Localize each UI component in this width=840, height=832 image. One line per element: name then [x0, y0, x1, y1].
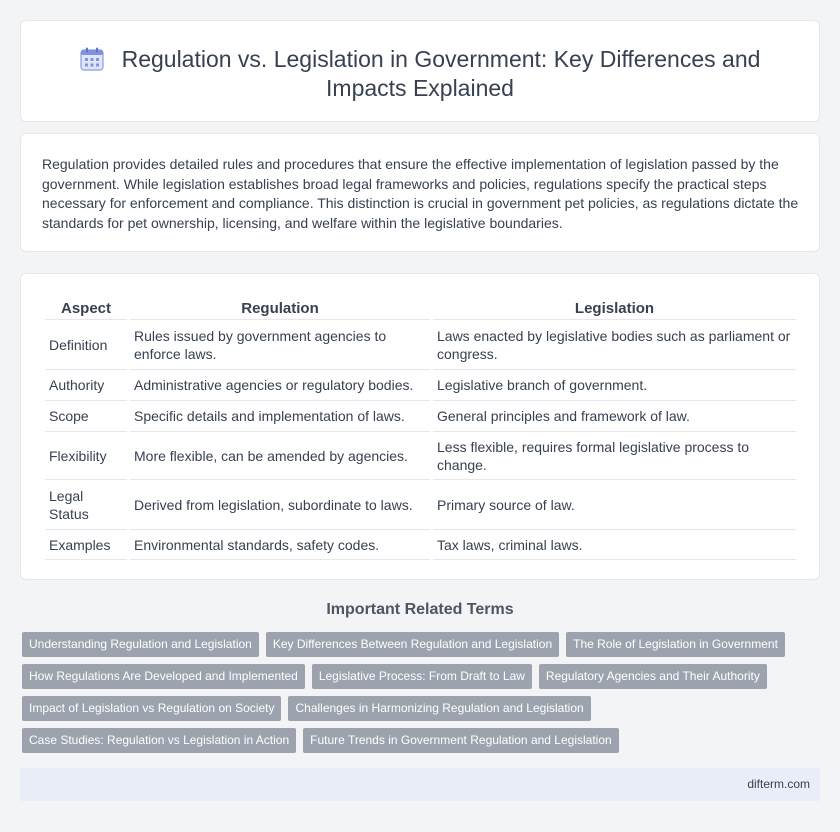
cell-aspect: Examples: [45, 530, 127, 560]
cell-legislation: Laws enacted by legislative bodies such as parliament or congress.: [433, 320, 796, 370]
cell-aspect: Legal Status: [45, 480, 127, 530]
cell-legislation: Legislative branch of government.: [433, 370, 796, 401]
cell-aspect: Flexibility: [45, 432, 127, 480]
related-term-tag[interactable]: Future Trends in Government Regulation and Legislation: [303, 728, 619, 753]
cell-legislation: Primary source of law.: [433, 480, 796, 530]
intro-paragraph: Regulation provides detailed rules and procedures that ensure the effective implementation of legislation passed by the government. While legislation establishes broad legal frameworks and policies, regulations specify the practical steps necessary for enforcement and compliance. This distinction is crucial in government pet policies, as regulations dictate the standards for pet ownership, licensing, and welfare within the legislative boundaries.: [42, 156, 799, 231]
page-title: [61, 45, 779, 103]
table-row: [45, 432, 796, 480]
header-card: [20, 20, 820, 122]
table-row: [45, 370, 796, 401]
cell-aspect: Scope: [45, 401, 127, 432]
cell-regulation: Derived from legislation, subordinate to laws.: [130, 480, 430, 530]
cell-aspect: Definition: [45, 320, 127, 370]
related-terms-title: Important Related Terms: [326, 601, 514, 618]
table-row: [45, 530, 796, 560]
calendar-grid-icon: [80, 47, 106, 71]
cell-regulation: Rules issued by government agencies to enforce laws.: [130, 320, 430, 370]
cell-regulation: Environmental standards, safety codes.: [130, 530, 430, 560]
cell-legislation: Less flexible, requires formal legislative process to change.: [433, 432, 796, 480]
intro-card: [20, 133, 820, 252]
header-legislation: Legislation: [433, 296, 796, 320]
table-row: [45, 401, 796, 432]
related-terms-list: [22, 632, 822, 760]
cell-legislation: General principles and framework of law.: [433, 401, 796, 432]
related-term-tag[interactable]: How Regulations Are Developed and Implemented: [22, 664, 305, 689]
related-term-tag[interactable]: Regulatory Agencies and Their Authority: [539, 664, 767, 689]
related-term-tag[interactable]: Key Differences Between Regulation and Legislation: [266, 632, 559, 657]
header-aspect: Aspect: [45, 296, 127, 320]
site-link[interactable]: difterm.com: [747, 777, 810, 791]
related-term-tag[interactable]: Understanding Regulation and Legislation: [22, 632, 259, 657]
cell-regulation: Specific details and implementation of laws.: [130, 401, 430, 432]
comparison-table-card: [20, 273, 820, 580]
page-title-text: Regulation vs. Legislation in Government: Key Differences and Impacts Explained: [121, 46, 761, 101]
related-term-tag[interactable]: Impact of Legislation vs Regulation on Society: [22, 696, 281, 721]
related-term-tag[interactable]: Case Studies: Regulation vs Legislation in Action: [22, 728, 296, 753]
footer: [20, 768, 820, 801]
cell-regulation: Administrative agencies or regulatory bodies.: [130, 370, 430, 401]
comparison-table: [42, 296, 799, 560]
related-term-tag[interactable]: The Role of Legislation in Government: [566, 632, 785, 657]
related-term-tag[interactable]: Challenges in Harmonizing Regulation and Legislation: [288, 696, 590, 721]
table-row: [45, 320, 796, 370]
cell-aspect: Authority: [45, 370, 127, 401]
related-term-tag[interactable]: Legislative Process: From Draft to Law: [312, 664, 532, 689]
cell-regulation: More flexible, can be amended by agencies.: [130, 432, 430, 480]
header-regulation: Regulation: [130, 296, 430, 320]
cell-legislation: Tax laws, criminal laws.: [433, 530, 796, 560]
table-row: [45, 480, 796, 530]
table-header-row: [45, 296, 796, 320]
